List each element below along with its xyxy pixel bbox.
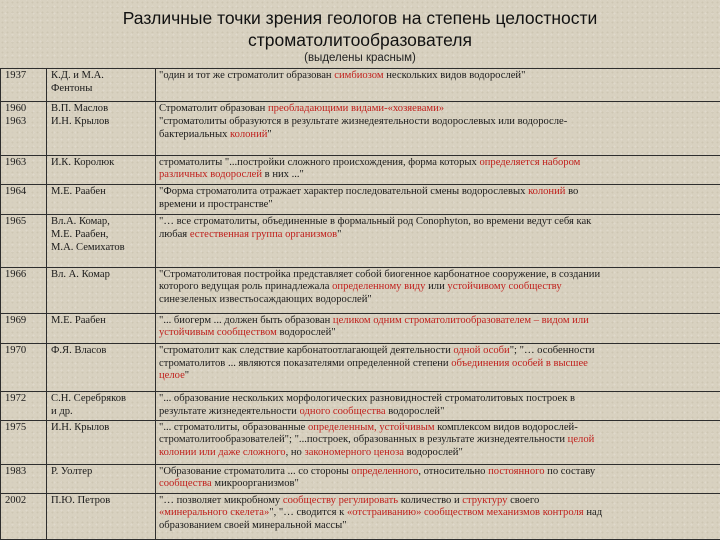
quote-line (159, 229, 718, 242)
highlighted-text: колонии или даже сложного (159, 446, 286, 458)
author-text: М.А. Семихатов (51, 241, 125, 253)
author-cell (47, 493, 156, 539)
highlighted-text: одной особи (453, 345, 510, 357)
author-cell (47, 155, 156, 184)
quote-line (159, 199, 718, 212)
quote-text: в них ..." (262, 169, 304, 181)
highlighted-text: «отстраиванию» сообществом механизмов контроля (346, 507, 584, 519)
author-cell (47, 185, 156, 215)
year-cell (1, 155, 47, 184)
quote-text: результате жизнедеятельности (159, 405, 300, 417)
viewpoints-table (0, 68, 720, 540)
quote-line (159, 281, 718, 294)
author-cell (47, 69, 156, 102)
table-row (1, 464, 720, 493)
quote-line (159, 393, 718, 406)
quote-text: "... строматолиты, образованные (159, 421, 308, 433)
quote-line (159, 129, 718, 142)
table-row (1, 69, 720, 102)
quote-text: нескольких видов водорослей" (383, 70, 526, 81)
year-cell (1, 102, 47, 155)
quote-text: своего (507, 494, 540, 506)
highlighted-text: структуру (462, 494, 508, 506)
year-text: 1983 (5, 465, 27, 477)
table-row (1, 344, 720, 392)
quote-cell (156, 267, 720, 313)
quote-text: строматолитов ... являются показателями определенной степени (159, 357, 452, 369)
year-text: 1964 (5, 186, 27, 198)
quote-text: "один и тот же строматолит образован (159, 70, 335, 81)
quote-text: над (583, 507, 603, 519)
year-text: 1960 (5, 103, 27, 115)
author-text: И.Н. Крылов (51, 421, 110, 433)
highlighted-text: устойчивому сообществу (447, 281, 562, 293)
author-text: М.Е. Раабен (51, 186, 106, 198)
highlighted-text: различных водорослей (159, 169, 263, 181)
highlighted-text: естественная группа организмов (189, 229, 338, 241)
quote-text: , относительно (418, 465, 489, 477)
quote-line (159, 370, 718, 383)
year-cell (1, 493, 47, 539)
author-cell (47, 102, 156, 155)
quote-cell (156, 155, 720, 184)
author-cell (47, 420, 156, 464)
quote-text: "... биогерм ... должен быть образован (159, 314, 333, 326)
author-cell (47, 267, 156, 313)
year-text: 1975 (5, 421, 27, 433)
quote-line (159, 315, 718, 328)
author-text: и др. (51, 405, 73, 417)
quote-cell (156, 215, 720, 267)
highlighted-text: определенного (351, 465, 419, 477)
author-text: М.Е. Раабен, (51, 229, 109, 241)
quote-text: "Образование строматолита ... со стороны (159, 465, 352, 477)
author-cell (47, 344, 156, 392)
author-text: Фентоны (51, 82, 93, 94)
quote-text: , но (285, 446, 305, 458)
quote-cell (156, 420, 720, 464)
quote-line (159, 70, 718, 83)
year-text: 2002 (5, 494, 27, 506)
quote-line (159, 169, 718, 182)
author-cell (47, 464, 156, 493)
quote-text: количество и (398, 494, 463, 506)
quote-text: синезеленых известьосаждающих водорослей" (159, 293, 372, 305)
year-text: 1972 (5, 393, 27, 405)
quote-text: ", "… сводится к (269, 507, 347, 519)
highlighted-text: «минерального скелета» (159, 507, 270, 519)
quote-text: водорослей" (276, 327, 336, 339)
highlighted-text: преобладающими видами-«хозяевами» (268, 103, 445, 115)
highlighted-text: целой (567, 434, 595, 446)
quote-line (159, 406, 718, 419)
author-text: С.Н. Серебряков (51, 393, 127, 405)
quote-cell (156, 313, 720, 343)
quote-text: или (425, 281, 448, 293)
year-text: 1965 (5, 216, 27, 228)
quote-line (159, 294, 718, 307)
quote-text: водорослей" (404, 446, 463, 458)
quote-line (159, 422, 718, 435)
highlighted-text: колоний (230, 128, 268, 140)
year-cell (1, 215, 47, 267)
author-text: И.К. Королюк (51, 156, 115, 168)
highlighted-text: сообществу регулировать (282, 494, 399, 506)
highlighted-text: сообщества (159, 478, 212, 490)
highlighted-text: колоний (528, 186, 566, 198)
author-cell (47, 215, 156, 267)
quote-text: Строматолит образован (159, 103, 269, 115)
year-text: 1963 (5, 156, 27, 168)
quote-text: водорослей" (385, 405, 445, 417)
quote-text: микроорганизмов" (211, 478, 299, 490)
quote-text: "... образование нескольких морфологических разновидностей строматолитовых построек в (159, 393, 576, 405)
quote-line (159, 116, 718, 129)
quote-text: "строматолит как следствие карбонатоотлагающей деятельности (159, 345, 454, 357)
author-text: П.Ю. Петров (51, 494, 111, 506)
year-cell (1, 420, 47, 464)
quote-cell (156, 344, 720, 392)
year-text: 1963 (5, 116, 27, 128)
quote-line (159, 327, 718, 340)
quote-line (159, 447, 718, 460)
author-text: М.Е. Раабен (51, 314, 106, 326)
author-text: Р. Уолтер (51, 465, 93, 477)
highlighted-text: закономерного ценоза (304, 446, 404, 458)
table-row (1, 215, 720, 267)
highlighted-text: одного сообщества (299, 405, 386, 417)
year-cell (1, 344, 47, 392)
quote-text: " (337, 229, 342, 241)
title-line-1: Различные точки зрения геологов на степень целостности (122, 8, 598, 28)
quote-text: образованием своей минеральной массы" (159, 520, 347, 532)
quote-text: во (565, 186, 579, 198)
table-body (1, 69, 720, 540)
highlighted-text: симбиозом (334, 70, 384, 81)
highlighted-text: объединения особей в высшее (451, 357, 588, 369)
author-text: Вл.А. Комар, (51, 216, 110, 228)
author-text: В.П. Маслов (51, 103, 109, 115)
quote-text: комплексом видов водорослей- (434, 421, 578, 433)
quote-text: "строматолиты образуются в результате жизнедеятельности водорослевых или водоросле- (159, 116, 568, 128)
quote-text: которого ведущая роль принадлежала (159, 281, 333, 293)
author-text: И.Н. Крылов (51, 116, 110, 128)
author-text: Вл. А. Комар (51, 268, 110, 280)
quote-text: строматолиты "...постройки сложного происхождения, форма которых (159, 156, 480, 168)
quote-cell (156, 102, 720, 155)
quote-line (159, 466, 718, 479)
quote-line (159, 157, 718, 170)
year-cell (1, 69, 47, 102)
table-row (1, 493, 720, 539)
quote-line (159, 520, 718, 533)
quote-text: "… позволяет микробному (159, 494, 283, 506)
quote-text: "; "… особенности (509, 345, 595, 357)
year-text: 1970 (5, 345, 27, 357)
quote-cell (156, 69, 720, 102)
quote-text: времени и пространстве" (159, 198, 273, 210)
quote-line (159, 103, 718, 116)
table-row (1, 102, 720, 155)
year-text: 1966 (5, 268, 27, 280)
quote-cell (156, 392, 720, 420)
year-cell (1, 185, 47, 215)
year-cell (1, 392, 47, 420)
author-text: Ф.Я. Власов (51, 345, 107, 357)
highlighted-text: целиком одним строматолитообразователем – видом или (332, 314, 589, 326)
quote-line (159, 507, 718, 520)
table-row (1, 267, 720, 313)
year-text: 1937 (5, 70, 27, 81)
quote-text: бактериальных (159, 128, 231, 140)
highlighted-text: устойчивым сообществом (159, 327, 277, 339)
quote-line (159, 434, 718, 447)
quote-text: "… все строматолиты, объединенные в формальный род Conophyton, во времени ведут себя как (159, 216, 592, 228)
quote-text: по составу (544, 465, 596, 477)
quote-line (159, 358, 718, 371)
quote-line (159, 269, 718, 282)
quote-line (159, 345, 718, 358)
year-cell (1, 313, 47, 343)
author-cell (47, 313, 156, 343)
quote-text: строматолитообразователей"; "...построек, образованных в результате жизнедеятельности (159, 434, 568, 446)
quote-text: " (184, 370, 190, 382)
table-row (1, 420, 720, 464)
quote-text: любая (159, 229, 190, 241)
quote-line (159, 216, 718, 229)
quote-line (159, 478, 718, 491)
year-cell (1, 267, 47, 313)
quote-line (159, 186, 718, 199)
title-line-2: строматолитообразователя (247, 30, 472, 50)
table-row (1, 313, 720, 343)
author-text: К.Д. и М.А. (51, 70, 104, 81)
subtitle-note: (выделены красным) (304, 52, 416, 64)
quote-text: "Строматолитовая постройка представляет собой биогенное карбонатное сооружение, в создании (159, 268, 601, 280)
highlighted-text: целое (159, 370, 185, 382)
quote-cell (156, 185, 720, 215)
highlighted-text: определяется набором (479, 156, 581, 168)
highlighted-text: постоянного (488, 465, 545, 477)
quote-cell (156, 464, 720, 493)
year-text: 1969 (5, 314, 27, 326)
quote-cell (156, 493, 720, 539)
highlighted-text: определенным, устойчивым (307, 421, 435, 433)
quote-text: " (267, 128, 272, 140)
quote-text: "Форма строматолита отражает характер последовательной смены водорослевых (159, 186, 529, 198)
table-row (1, 185, 720, 215)
highlighted-text: определенному виду (332, 281, 426, 293)
quote-line (159, 495, 718, 508)
table-row (1, 155, 720, 184)
year-cell (1, 464, 47, 493)
table-row (1, 392, 720, 420)
author-cell (47, 392, 156, 420)
page-title (0, 7, 720, 51)
